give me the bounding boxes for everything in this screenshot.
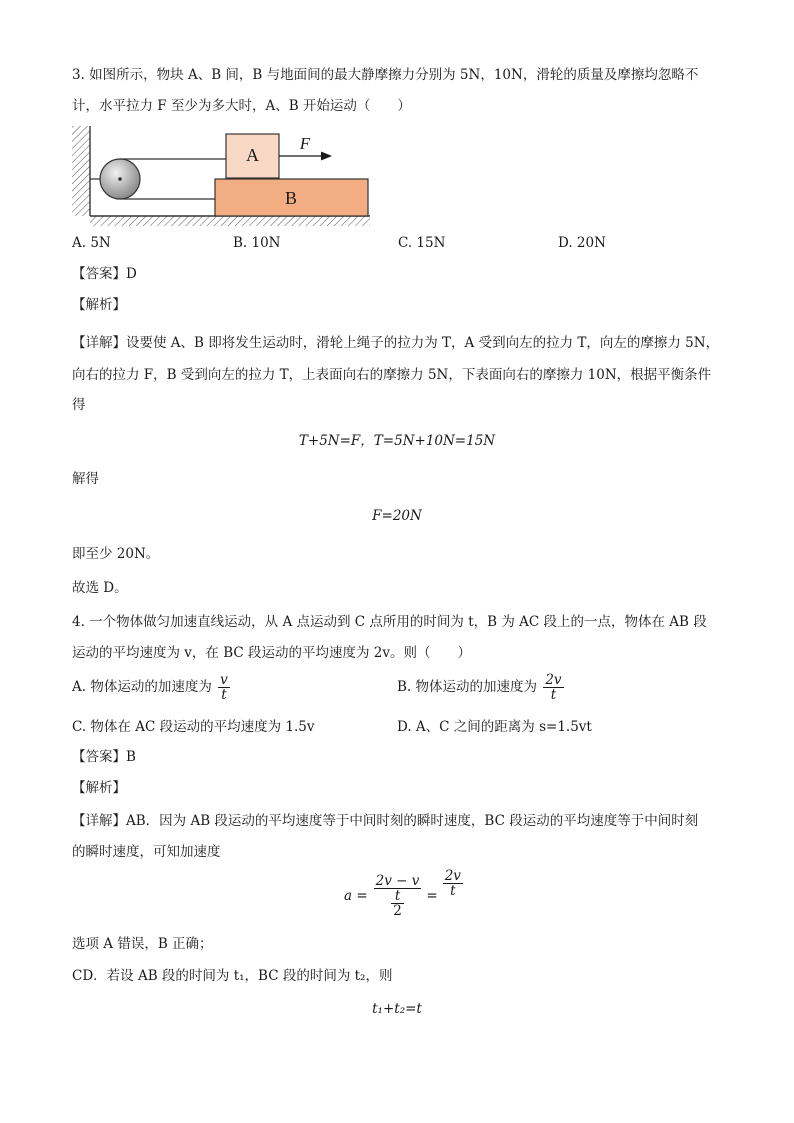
q3-detail-line3: 得: [72, 397, 86, 413]
eq-result-numerator: 2v: [444, 867, 461, 884]
q4-stem-line2: 运动的平均速度为 v，在 BC 段运动的平均速度为 2v。则（ ）: [72, 645, 472, 661]
q4-option-b-numerator: 2v: [545, 672, 562, 688]
q4-option-b: [397, 672, 566, 702]
pulley-hub: [118, 177, 122, 181]
q3-option-c: C. 15N: [398, 235, 446, 251]
floor-hatch: [90, 216, 370, 226]
q3-detail-line2: 向右的拉力 F，B 受到向左的拉力 T，上表面向右的摩擦力 5N，下表面向右的摩擦力 10N，根据平衡条件: [72, 367, 712, 383]
q3-equation-1: T+5N=F，T=5N+10N=15N: [298, 433, 496, 449]
q4-option-d: D. A、C 之间的距离为 s=1.5vt: [397, 719, 592, 735]
q4-detail-line2: 的瞬时速度，可知加速度: [72, 844, 221, 860]
eq-equals: =: [426, 888, 438, 904]
q4-option-a-denominator: t: [221, 687, 227, 703]
eq-lhs: a =: [344, 888, 368, 904]
q3-equation-2: F=20N: [372, 508, 422, 524]
eq-result-denominator: t: [450, 882, 456, 899]
eq-main-numerator: 2v − v: [375, 873, 420, 889]
q4-analysis-heading: 【解析】: [72, 780, 126, 796]
q4-detail-line1: 【详解】AB．因为 AB 段运动的平均速度等于中间时刻的瞬时速度，BC 段运动的平均速度等于中间时刻: [72, 813, 699, 829]
q4-answer: 【答案】B: [72, 749, 136, 765]
q4-acceleration-equation: [344, 866, 465, 926]
q4-option-b-fraction: [543, 673, 563, 702]
q3-stem-line1: 3. 如图所示，物块 A、B 间，B 与地面间的最大静摩擦力分别为 5N，10N，滑轮的质量及摩擦均忽略不: [72, 67, 699, 83]
block-a-label: A: [246, 145, 259, 165]
eq-sub-numerator: t: [394, 888, 401, 904]
q3-analysis-heading: 【解析】: [72, 297, 126, 313]
eq-result-fraction: [443, 869, 463, 898]
q4-option-a-text: A. 物体运动的加速度为: [72, 679, 212, 695]
q4-option-a-fraction: [218, 673, 230, 702]
q4-time-equation: t₁+t₂=t: [372, 1001, 422, 1017]
wall-hatch: [72, 126, 90, 216]
q3-stem-line2: 计，水平拉力 F 至少为多大时，A、B 开始运动（ ）: [72, 98, 411, 114]
q3-answer: 【答案】D: [72, 266, 137, 282]
block-b-label: B: [284, 188, 298, 208]
q3-option-a: A. 5N: [72, 235, 111, 251]
q4-option-a: [72, 672, 232, 702]
q3-solve-label: 解得: [72, 471, 99, 487]
q3-option-b: B. 10N: [233, 235, 281, 251]
eq-main-fraction: [374, 874, 422, 918]
q3-pulley-diagram: [68, 124, 378, 228]
eq-main-denominator: [374, 889, 422, 918]
q4-cd-line: CD．若设 AB 段的时间为 t₁，BC 段的时间为 t₂，则: [72, 968, 393, 984]
q4-option-c: C. 物体在 AC 段运动的平均速度为 1.5v: [72, 719, 315, 735]
q4-option-a-numerator: v: [220, 672, 228, 688]
eq-sub-denominator: 2: [393, 903, 402, 919]
q3-option-d: D. 20N: [558, 235, 606, 251]
q4-option-b-text: B. 物体运动的加速度为: [397, 679, 538, 695]
q3-conclusion: 即至少 20N。: [72, 546, 160, 562]
q3-choose: 故选 D。: [72, 580, 128, 596]
q4-stem-line1: 4. 一个物体做匀加速直线运动，从 A 点运动到 C 点所用的时间为 t，B 为 AC 段上的一点，物体在 AB 段: [72, 614, 707, 630]
q3-detail-line1: 【详解】设要使 A、B 即将发生运动时，滑轮上绳子的拉力为 T，A 受到向左的拉力 T，向左的摩擦力 5N，: [72, 335, 720, 351]
force-arrow-head: [321, 152, 332, 161]
q4-result: 选项 A 错误，B 正确；: [72, 936, 213, 952]
force-label: F: [299, 134, 311, 153]
q4-option-b-denominator: t: [550, 687, 557, 703]
